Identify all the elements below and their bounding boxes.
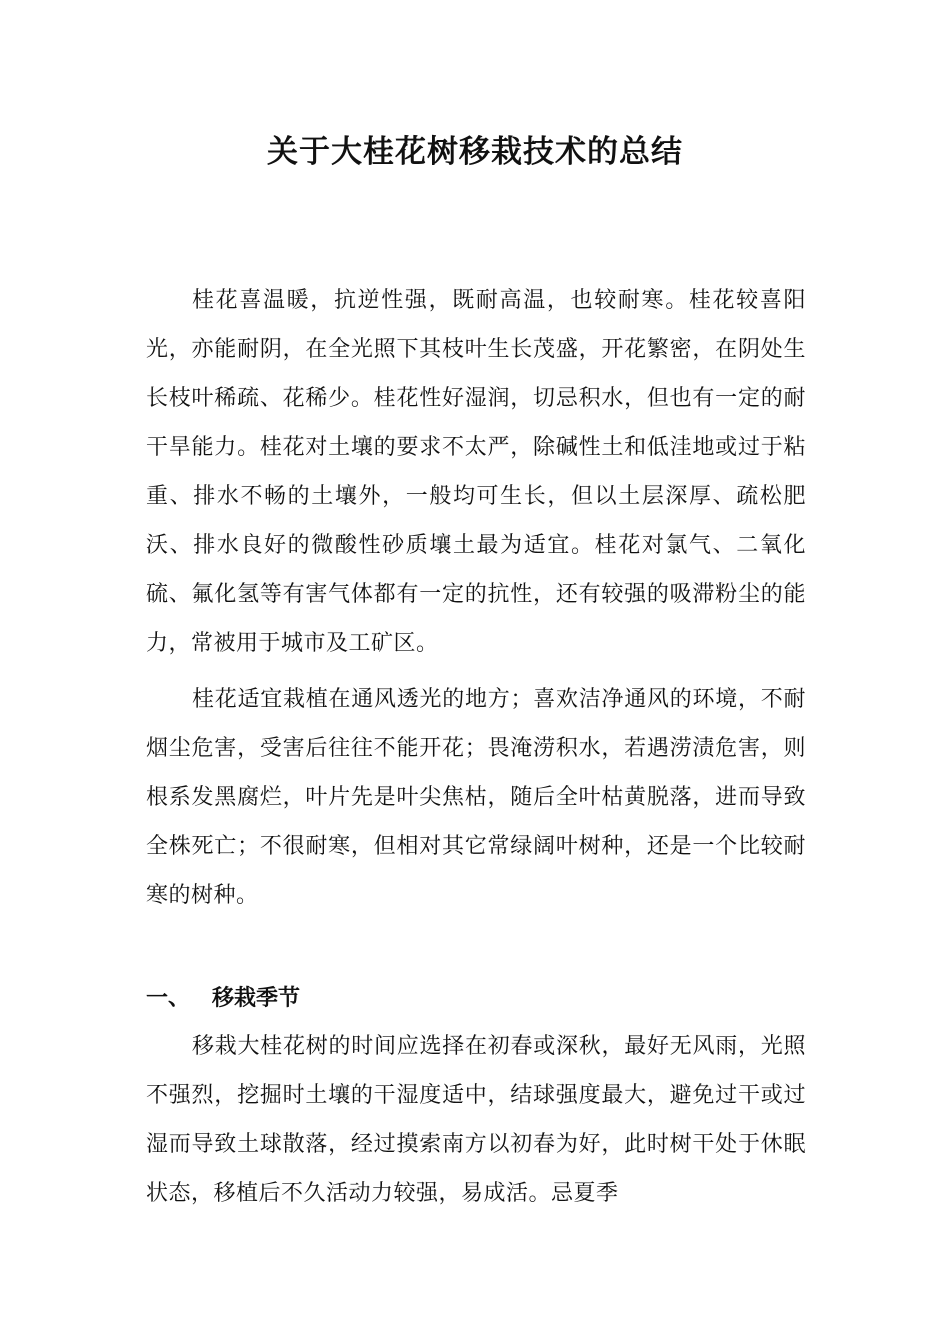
paragraph-site: 桂花适宜栽植在通风透光的地方；喜欢洁净通风的环境，不耐烟尘危害，受害后往往不能开花；畏淹涝积水，若遇涝渍危害，则根系发黑腐烂，叶片先是叶尖焦枯，随后全叶枯黄脱落，进而导致全株死亡；不很耐寒，但相对其它常绿阔叶树种，还是一个比较耐寒的树种。 [146,687,806,908]
paragraph-climate: 桂花喜温暖，抗逆性强，既耐高温，也较耐寒。桂花较喜阳光，亦能耐阴，在全光照下其枝叶生长茂盛，开花繁密，在阴处生长枝叶稀疏、花稀少。桂花性好湿润，切忌积水，但也有一定的耐干旱能力。桂花对土壤的要求不太严，除碱性土和低洼地或过于粘重、排水不畅的土壤外，一般均可生长，但以土层深厚、疏松肥沃、排水良好的微酸性砂质壤土最为适宜。桂花对氯气、二氧化硫、氟化氢等有害气体都有一定的抗性，还有较强的吸滞粉尘的能力，常被用于城市及工矿区。 [146,288,806,656]
section-number: 一、 [146,986,191,1011]
section-heading [146,974,806,1023]
document-title: 关于大桂花树移栽技术的总结 [267,134,683,170]
site-paragraph-block [146,675,806,920]
section-title: 移栽季节 [212,986,301,1011]
paragraph-season: 移栽大桂花树的时间应选择在初春或深秋，最好无风雨，光照不强烈，挖掘时土壤的干湿度适中，结球强度最大，避免过干或过湿而导致土球散落，经过摸索南方以初春为好，此时树干处于休眠状态，移植后不久活动力较强，易成活。忌夏季 [146,1034,806,1206]
intro-paragraph-block [146,276,806,668]
section-paragraph-block [146,1022,806,1218]
